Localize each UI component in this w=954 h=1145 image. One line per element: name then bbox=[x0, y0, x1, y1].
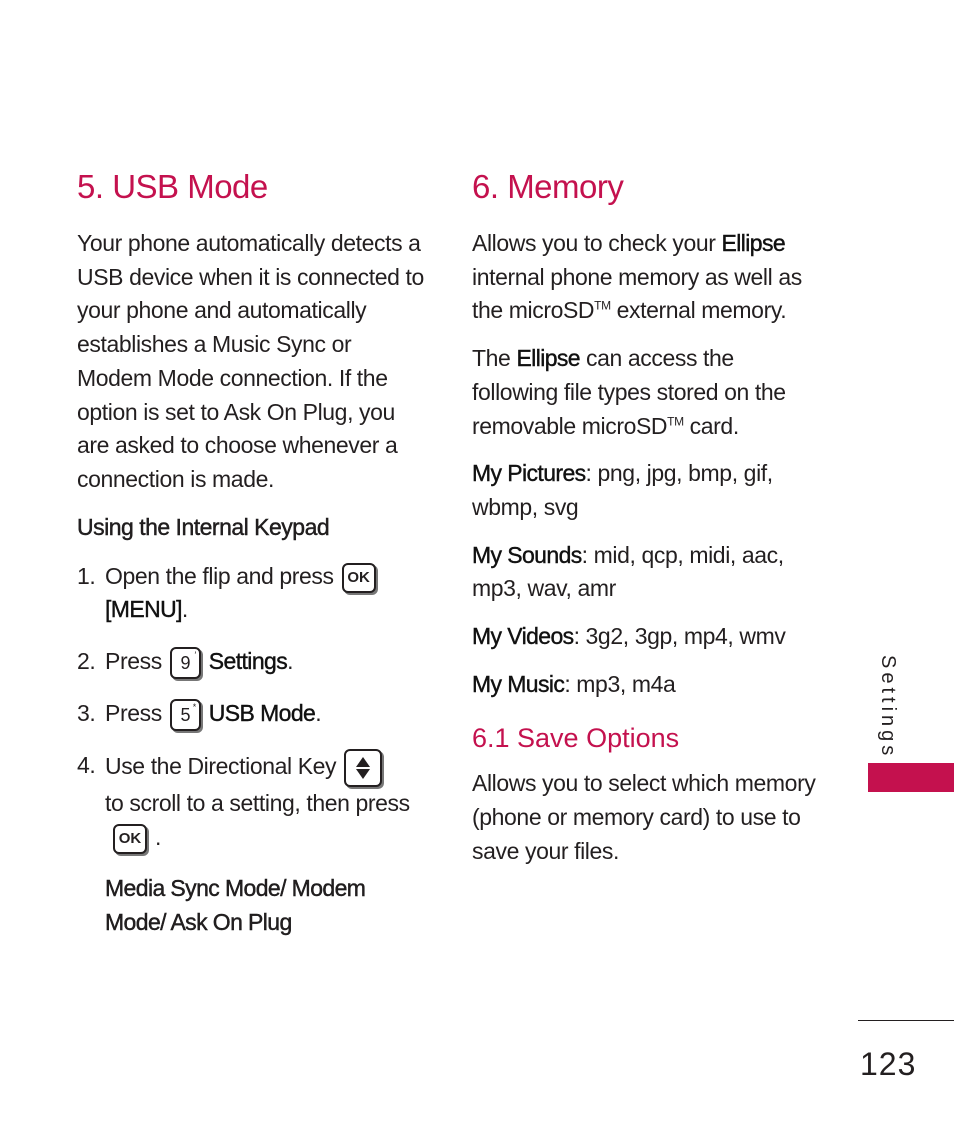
key-9-icon bbox=[170, 647, 201, 679]
step-text-2: to scroll to a setting, then press bbox=[105, 789, 410, 816]
file-type-videos bbox=[472, 620, 820, 654]
page-divider bbox=[858, 1020, 954, 1021]
text: external memory. bbox=[610, 297, 787, 324]
step-number: 4. bbox=[77, 751, 96, 778]
memory-intro bbox=[472, 227, 820, 328]
file-type-value: : mid, qcp, midi, aac, mp3, wav, amr bbox=[472, 541, 784, 602]
memory-heading: 6. Memory bbox=[472, 168, 624, 205]
usb-options: Media Sync Mode/ Modem Mode/ Ask On Plug bbox=[105, 875, 366, 935]
step-2 bbox=[77, 645, 427, 679]
right-column bbox=[472, 165, 820, 883]
file-type-label: My Pictures bbox=[472, 460, 586, 487]
save-options-text: Allows you to select which memory (phone or memory card) to use to save your files. bbox=[472, 770, 816, 864]
step-number: 1. bbox=[77, 562, 96, 589]
step-text: Press bbox=[105, 699, 162, 726]
step-end: . bbox=[315, 699, 322, 726]
text: Allows you to check your bbox=[472, 230, 722, 256]
key-5-digit: 5 bbox=[180, 704, 191, 725]
left-column bbox=[77, 165, 427, 940]
file-type-value: : mp3, m4a bbox=[564, 670, 676, 697]
step-3 bbox=[77, 697, 427, 731]
section-tab-marker bbox=[868, 763, 954, 792]
step-end: . bbox=[181, 596, 188, 623]
step-end: . bbox=[287, 648, 294, 675]
step-text: Use the Directional Key bbox=[105, 752, 337, 779]
text: internal phone memory as well as the microSD bbox=[472, 263, 802, 324]
page-number: 123 bbox=[860, 1046, 917, 1082]
key-9-mark: ′ bbox=[194, 649, 196, 660]
trademark: TM bbox=[667, 413, 684, 428]
text: can access the following file types stored on the removable microSD bbox=[472, 345, 786, 439]
ellipse-label: Ellipse bbox=[721, 230, 786, 256]
ellipse-label: Ellipse bbox=[516, 345, 580, 372]
file-type-value: : png, jpg, bmp, gif, wbmp, svg bbox=[472, 460, 773, 520]
key-9-digit: 9 bbox=[180, 652, 191, 673]
step-number: 3. bbox=[77, 699, 96, 726]
keypad-subheading: Using the Internal Keypad bbox=[77, 513, 330, 540]
step-1 bbox=[77, 560, 427, 627]
step-end: . bbox=[155, 823, 161, 850]
menu-label: [MENU] bbox=[105, 596, 182, 623]
step-number: 2. bbox=[77, 648, 96, 675]
text: The bbox=[472, 345, 517, 372]
settings-label: Settings bbox=[208, 648, 288, 675]
text: card. bbox=[683, 412, 739, 439]
file-type-label: My Sounds bbox=[472, 541, 582, 568]
memory-file-types-intro bbox=[472, 342, 820, 443]
save-options-heading: 6.1 Save Options bbox=[472, 723, 680, 754]
usb-mode-intro: Your phone automatically detects a USB device when it is connected to your phone and automatically establishes a Music Sync or Modem Mode connection. If the option is set to Ask On Plug, you are asked to choose whenever a connection is made. bbox=[77, 230, 424, 492]
step-4 bbox=[77, 749, 427, 854]
file-type-sounds bbox=[472, 539, 820, 606]
section-side-label: Settings bbox=[877, 655, 899, 760]
key-5-icon bbox=[170, 699, 201, 731]
file-type-label: My Videos bbox=[472, 623, 574, 650]
trademark: TM bbox=[594, 298, 611, 313]
file-type-music bbox=[472, 668, 820, 702]
directional-key-icon bbox=[344, 749, 382, 787]
file-type-label: My Music bbox=[472, 670, 565, 697]
step-text: Open the flip and press bbox=[105, 562, 334, 589]
step-text: Press bbox=[105, 648, 162, 675]
usb-mode-heading: 5. USB Mode bbox=[77, 168, 268, 205]
file-type-value: : 3g2, 3gp, mp4, wmv bbox=[573, 623, 786, 650]
ok-key-icon: OK bbox=[342, 563, 376, 593]
usb-mode-label: USB Mode bbox=[208, 699, 316, 726]
ok-key-icon: OK bbox=[113, 824, 147, 854]
key-5-mark: * bbox=[192, 701, 196, 712]
file-type-pictures bbox=[472, 457, 820, 524]
